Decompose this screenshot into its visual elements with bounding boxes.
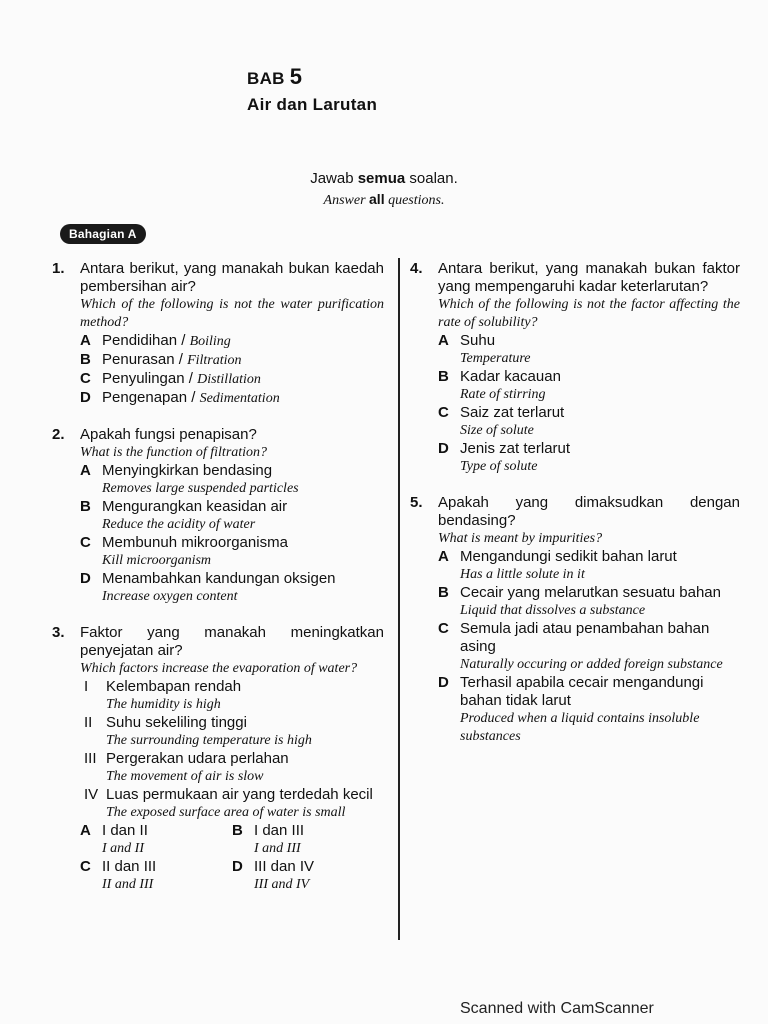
option-text bbox=[102, 389, 384, 408]
option-b-text[interactable] bbox=[254, 822, 384, 858]
statement-text-english: The humidity is high bbox=[106, 697, 221, 712]
instruction-malay-pre: Jawab bbox=[310, 170, 358, 187]
question-text-malay: Antara berikut, yang manakah bukan faktor yang mempengaruhi kadar keterlarutan? bbox=[438, 260, 740, 295]
option-text-malay: Mengandungi sedikit bahan larut bbox=[460, 548, 677, 565]
statement-text-english: The exposed surface area of water is small bbox=[106, 805, 346, 820]
option-text-english: I and II bbox=[102, 841, 144, 856]
option-text-english: III and IV bbox=[254, 877, 310, 892]
option-b[interactable] bbox=[80, 498, 384, 534]
instruction-english-post: questions. bbox=[384, 193, 445, 208]
option-text bbox=[460, 332, 740, 368]
question-text-malay: Apakah yang dimaksudkan dengan bendasing? bbox=[438, 494, 740, 529]
option-letter: B bbox=[438, 584, 449, 601]
question-3 bbox=[52, 624, 384, 894]
chapter-title: Air dan Larutan bbox=[247, 95, 378, 114]
option-text bbox=[460, 368, 740, 404]
option-text bbox=[460, 548, 740, 584]
option-text-malay: I dan III bbox=[254, 822, 305, 839]
option-text-malay: Mengurangkan keasidan air bbox=[102, 498, 288, 515]
question-text-malay: Apakah fungsi penapisan? bbox=[80, 426, 257, 443]
option-text-malay: Pengenapan / bbox=[102, 389, 200, 406]
instruction-malay-bold: semua bbox=[357, 170, 406, 187]
statement-numeral: I bbox=[84, 678, 89, 695]
chapter-word: BAB bbox=[247, 69, 285, 88]
option-text-english: Kill microorganism bbox=[102, 553, 212, 568]
option-text bbox=[460, 674, 740, 746]
option-letter: B bbox=[80, 498, 91, 515]
option-text-english: Produced when a liquid contains insoluble substances bbox=[460, 711, 700, 744]
option-letter: C bbox=[438, 620, 449, 637]
question-5 bbox=[410, 494, 740, 746]
option-a[interactable] bbox=[438, 548, 740, 584]
statement-iii bbox=[80, 750, 384, 786]
option-text bbox=[102, 332, 384, 351]
question-text-malay: Antara berikut, yang manakah bukan kaedah pembersihan air? bbox=[80, 260, 384, 295]
option-text bbox=[460, 404, 740, 440]
option-letter: D bbox=[80, 389, 91, 406]
option-c[interactable] bbox=[80, 370, 384, 389]
question-body bbox=[438, 494, 740, 746]
option-text-malay: Menambahkan kandungan oksigen bbox=[102, 570, 336, 587]
option-text-english: Has a little solute in it bbox=[460, 567, 585, 582]
option-text-english: Rate of stirring bbox=[460, 387, 546, 402]
question-2 bbox=[52, 426, 384, 606]
option-text-malay: Jenis zat terlarut bbox=[460, 440, 571, 457]
option-letter: A bbox=[438, 332, 449, 349]
option-text bbox=[460, 584, 740, 620]
question-body bbox=[80, 260, 384, 408]
option-d[interactable] bbox=[438, 440, 740, 476]
option-d[interactable] bbox=[80, 570, 384, 606]
option-text bbox=[102, 498, 384, 534]
answer-options bbox=[80, 822, 384, 894]
chapter-label bbox=[247, 64, 377, 90]
option-a-letter[interactable]: A bbox=[80, 822, 91, 839]
question-4 bbox=[410, 260, 740, 476]
option-text-malay: Penyulingan / bbox=[102, 370, 198, 387]
option-letter: D bbox=[80, 570, 91, 587]
statement-text bbox=[106, 786, 384, 822]
chapter-number: 5 bbox=[289, 64, 303, 89]
column-divider bbox=[398, 258, 400, 940]
option-text-english: Removes large suspended particles bbox=[102, 481, 299, 496]
statement-text bbox=[106, 750, 289, 786]
statement-numeral: II bbox=[84, 714, 93, 731]
section-badge: Bahagian A bbox=[60, 224, 146, 244]
option-text-english: Liquid that dissolves a substance bbox=[460, 603, 646, 618]
option-text-malay: Membunuh mikroorganisma bbox=[102, 534, 288, 551]
instructions bbox=[0, 170, 768, 210]
option-text bbox=[102, 570, 384, 606]
option-a-text[interactable] bbox=[102, 822, 232, 858]
statement-ii bbox=[80, 714, 384, 750]
option-b[interactable] bbox=[438, 368, 740, 404]
option-letter: A bbox=[80, 332, 91, 349]
option-text-malay: III dan IV bbox=[254, 858, 315, 875]
question-number: 2. bbox=[52, 426, 65, 443]
option-text-malay: Saiz zat terlarut bbox=[460, 404, 565, 421]
option-a[interactable] bbox=[80, 332, 384, 351]
option-c-text[interactable] bbox=[102, 858, 232, 894]
option-text-english: Naturally occuring or added foreign substance bbox=[460, 657, 723, 672]
statement-text-malay: Luas permukaan air yang terdedah kecil bbox=[106, 786, 373, 803]
statement-text-malay: Pergerakan udara perlahan bbox=[106, 750, 289, 767]
option-d-letter[interactable]: D bbox=[232, 858, 243, 875]
option-letter: A bbox=[80, 462, 91, 479]
option-text-english: Temperature bbox=[460, 351, 531, 366]
option-d[interactable] bbox=[438, 674, 740, 746]
option-text-english: Filtration bbox=[187, 353, 242, 368]
option-c[interactable] bbox=[438, 404, 740, 440]
option-text-english: II and III bbox=[102, 877, 154, 892]
option-d[interactable] bbox=[80, 389, 384, 408]
option-a[interactable] bbox=[438, 332, 740, 368]
statement-text-malay: Suhu sekeliling tinggi bbox=[106, 714, 247, 731]
option-b[interactable] bbox=[438, 584, 740, 620]
question-text-english: Which of the following is not the factor affecting the rate of solubility? bbox=[438, 297, 740, 330]
option-text-english: Boiling bbox=[189, 334, 231, 349]
option-text-malay: Penurasan / bbox=[102, 351, 188, 368]
option-text-english: Reduce the acidity of water bbox=[102, 517, 256, 532]
option-text bbox=[102, 370, 384, 389]
option-text-malay: II dan III bbox=[102, 858, 157, 875]
question-number: 4. bbox=[410, 260, 423, 277]
option-text bbox=[102, 534, 384, 570]
option-letter: D bbox=[438, 440, 449, 457]
option-text-english: Size of solute bbox=[460, 423, 534, 438]
option-text-malay: Kadar kacauan bbox=[460, 368, 561, 385]
option-text-malay: Cecair yang melarutkan sesuatu bahan bbox=[460, 584, 721, 601]
option-letter: C bbox=[438, 404, 449, 421]
instruction-malay bbox=[0, 170, 768, 188]
question-text-english: Which factors increase the evaporation of water? bbox=[80, 661, 358, 676]
statement-i bbox=[80, 678, 384, 714]
question-number: 1. bbox=[52, 260, 65, 277]
question-text-malay: Faktor yang manakah meningkatkan penyejatan air? bbox=[80, 624, 384, 659]
instruction-english-pre: Answer bbox=[323, 193, 370, 208]
question-text-english: Which of the following is not the water purification method? bbox=[80, 297, 384, 330]
question-number: 3. bbox=[52, 624, 65, 641]
statement-numeral: III bbox=[84, 750, 97, 767]
option-text-english: Sedimentation bbox=[199, 391, 280, 406]
question-1 bbox=[52, 260, 384, 408]
option-c[interactable] bbox=[438, 620, 740, 674]
option-letter: A bbox=[438, 548, 449, 565]
option-text-english: I and III bbox=[254, 841, 301, 856]
option-text-english: Increase oxygen content bbox=[102, 589, 238, 604]
chapter-header bbox=[247, 64, 377, 115]
option-text-malay: Pendidihan / bbox=[102, 332, 190, 349]
question-body bbox=[80, 426, 384, 606]
option-text-malay: Terhasil apabila cecair mengandungi bahan tidak larut bbox=[460, 674, 704, 709]
option-text-malay: Suhu bbox=[460, 332, 496, 349]
left-column bbox=[52, 260, 384, 912]
option-text bbox=[102, 462, 384, 498]
instruction-english-bold: all bbox=[369, 191, 385, 207]
question-body bbox=[80, 624, 384, 894]
instruction-english bbox=[0, 190, 768, 210]
option-letter: C bbox=[80, 534, 91, 551]
statement-iv bbox=[80, 786, 384, 822]
statement-numeral: IV bbox=[84, 786, 99, 803]
right-column bbox=[410, 260, 740, 764]
option-letter: B bbox=[80, 351, 91, 368]
option-b-letter[interactable]: B bbox=[232, 822, 243, 839]
question-text-english: What is the function of filtration? bbox=[80, 445, 268, 460]
option-letter: B bbox=[438, 368, 449, 385]
option-b[interactable] bbox=[80, 351, 384, 370]
question-text-english: What is meant by impurities? bbox=[438, 531, 603, 546]
option-text-malay: Menyingkirkan bendasing bbox=[102, 462, 273, 479]
statement-text-malay: Kelembapan rendah bbox=[106, 678, 242, 695]
option-text-malay: Semula jadi atau penambahan bahan asing bbox=[460, 620, 710, 655]
option-text bbox=[102, 351, 384, 370]
instruction-malay-post: soalan. bbox=[405, 170, 458, 187]
option-text-malay: I dan II bbox=[102, 822, 148, 839]
question-body bbox=[438, 260, 740, 476]
scanner-watermark: Scanned with CamScanner bbox=[460, 1000, 654, 1017]
option-text-english: Type of solute bbox=[460, 459, 538, 474]
statement-text bbox=[106, 714, 312, 750]
option-letter: C bbox=[80, 370, 91, 387]
option-c-letter[interactable]: C bbox=[80, 858, 91, 875]
option-text-english: Distillation bbox=[197, 372, 261, 387]
option-d-text[interactable] bbox=[254, 858, 384, 894]
statement-text-english: The movement of air is slow bbox=[106, 769, 264, 784]
statement-text bbox=[106, 678, 241, 714]
question-number: 5. bbox=[410, 494, 423, 511]
option-letter: D bbox=[438, 674, 449, 691]
option-a[interactable] bbox=[80, 462, 384, 498]
option-text bbox=[460, 440, 740, 476]
option-text bbox=[460, 620, 740, 674]
statement-text-english: The surrounding temperature is high bbox=[106, 733, 312, 748]
option-c[interactable] bbox=[80, 534, 384, 570]
